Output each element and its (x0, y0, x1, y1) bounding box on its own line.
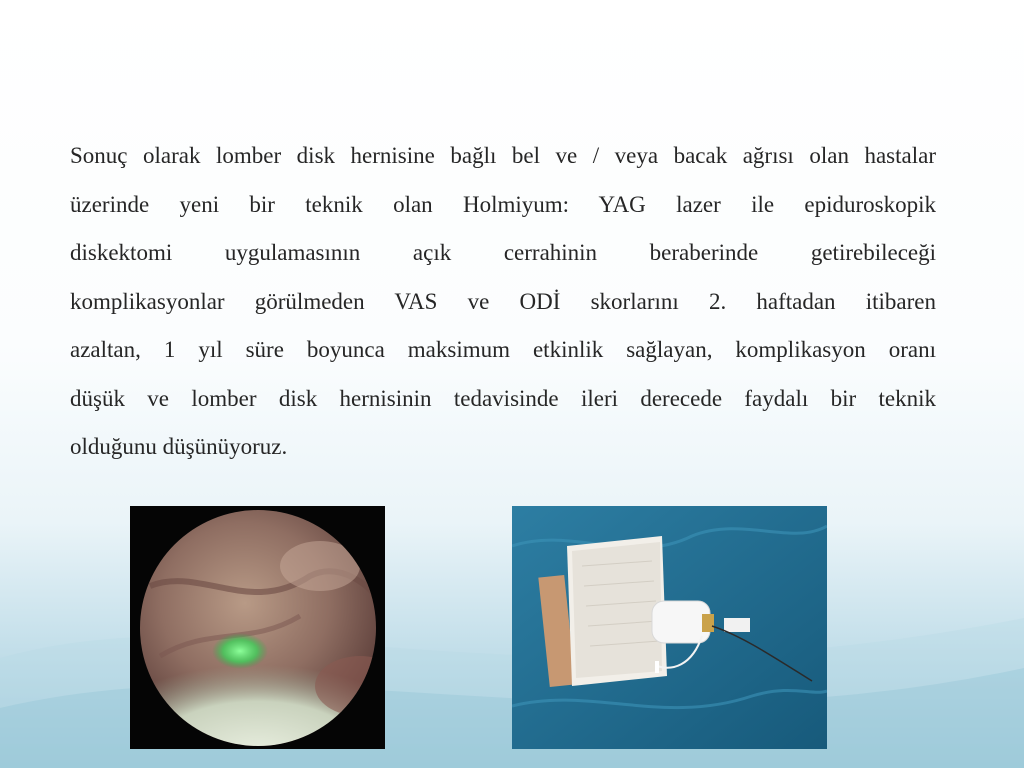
paragraph-line: komplikasyonlar görülmeden VAS ve ODİ skorlarını 2. haftadan itibaren (70, 288, 936, 314)
paragraph-line: diskektomi uygulamasının açık cerrahinin beraberinde getirebileceği (70, 240, 936, 265)
body-paragraph (70, 132, 936, 472)
paragraph-line: olduğunu düşünüyoruz. (70, 434, 288, 459)
endoscopic-view-photo (130, 506, 385, 749)
paragraph-line: Sonuç olarak lomber disk hernisine bağlı bel ve / veya bacak ağrısı olan hastalar (70, 143, 936, 168)
paragraph-line: azaltan, 1 yıl süre boyunca maksimum etkinlik sağlayan, komplikasyon oranı (70, 337, 936, 362)
surgical-setup-photo (512, 506, 827, 749)
paragraph-line: üzerinde yeni bir teknik olan Holmiyum: YAG lazer ile epiduroskopik (70, 191, 936, 217)
paragraph-line: düşük ve lomber disk hernisinin tedavisinde ileri derecede faydalı bir teknik (70, 385, 936, 411)
